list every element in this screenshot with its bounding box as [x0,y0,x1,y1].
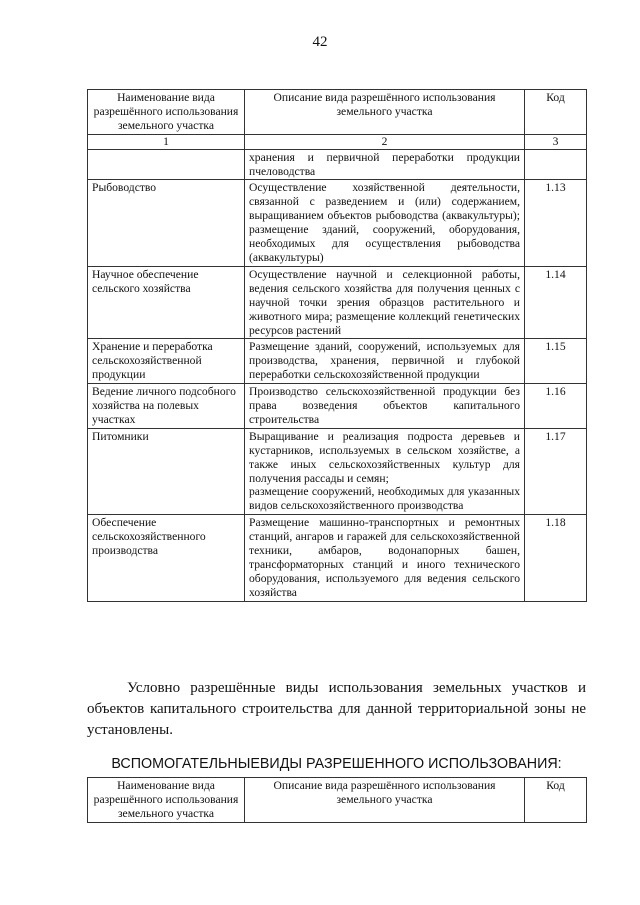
main-permitted-uses-table [87,89,587,602]
auxiliary-uses-table [87,777,587,823]
use-code: 1.13 [525,180,587,266]
use-name: Научное обеспечение сельского хозяйства [88,266,245,339]
use-name: Рыбоводство [88,180,245,266]
use-name [88,149,245,180]
auxiliary-uses-heading: ВСПОМОГАТЕЛЬНЫЕВИДЫ РАЗРЕШЕННОГО ИСПОЛЬЗОВАНИЯ: [111,756,562,772]
table-row [88,515,587,601]
table-row [88,180,587,266]
use-code: 1.18 [525,515,587,601]
column-number: 1 [88,134,245,149]
use-description: Осуществление хозяйственной деятельности, связанной с разведением и (или) содержанием, выращиванием объектов рыбоводства (аквакультуры); размещение зданий, сооружений, оборудования, необходимых для осуществления рыбоводства (аквакультуры) [245,180,525,266]
use-name: Обеспечение сельскохозяйственного производства [88,515,245,601]
header-name: Наименование вида разрешённого использования земельного участка [88,778,245,823]
use-description: Размещение машинно-транспортных и ремонтных станций, ангаров и гаражей для сельскохозяйственной техники, амбаров, водонапорных башен, трансформаторных станций и иного технического оборудования, используемого для ведения сельского хозяйства [245,515,525,601]
use-name: Питомники [88,428,245,514]
table-row [88,266,587,339]
header-description: Описание вида разрешённого использования земельного участка [245,90,525,135]
use-description: Осуществление научной и селекционной работы, ведения сельского хозяйства для получения ценных с научной точки зрения образцов растительного и животного мира; размещение коллекций генетических ресурсов растений [245,266,525,339]
header-code: Код [525,778,587,823]
table-row [88,149,587,180]
column-number: 2 [245,134,525,149]
use-code: 1.16 [525,384,587,429]
header-name: Наименование вида разрешённого использования земельного участка [88,90,245,135]
use-code: 1.17 [525,428,587,514]
column-number: 3 [525,134,587,149]
use-description: Размещение зданий, сооружений, используемых для производства, хранения, первичной и глубокой переработки сельскохозяйственной продукции [245,339,525,384]
table-row [88,384,587,429]
conditional-uses-paragraph: Условно разрешённые виды использования земельных участков и объектов капитального строительства для данной территориальной зоны не установлены. [87,680,586,738]
use-description: Выращивание и реализация подроста деревьев и кустарников, используемых в сельском хозяйстве, а также иных сельскохозяйственных культур для получения рассады и семян; размещение сооружений, необходимых для указанных видов сельскохозяйственного производства [245,428,525,514]
use-code [525,149,587,180]
use-name: Ведение личного подсобного хозяйства на полевых участках [88,384,245,429]
use-code: 1.14 [525,266,587,339]
use-name: Хранение и переработка сельскохозяйственной продукции [88,339,245,384]
header-code: Код [525,90,587,135]
table-row [88,339,587,384]
header-description: Описание вида разрешённого использования земельного участка [245,778,525,823]
table-row [88,428,587,514]
use-description: Производство сельскохозяйственной продукции без права возведения объектов капитального строительства [245,384,525,429]
table-header-row [88,90,587,135]
use-code: 1.15 [525,339,587,384]
table-header-row [88,778,587,823]
column-number-row [88,134,587,149]
page-number: 42 [312,34,328,50]
use-description: хранения и первичной переработки продукции пчеловодства [245,149,525,180]
